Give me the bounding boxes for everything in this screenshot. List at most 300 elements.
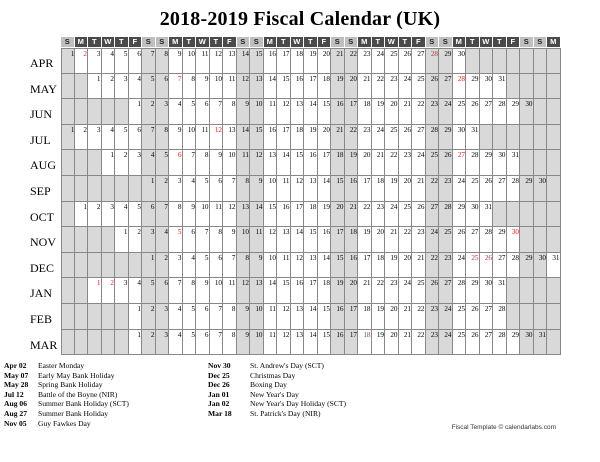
calendar-day: 6	[218, 253, 222, 262]
calendar-day: 21	[417, 177, 425, 185]
holiday-date: Aug 27	[4, 409, 27, 418]
calendar-day: 2	[123, 151, 128, 160]
holiday-name: Easter Monday	[38, 361, 85, 370]
calendar-day: 14	[295, 228, 303, 237]
calendar-day: 3	[96, 125, 101, 134]
holiday-date: Mar 18	[208, 409, 232, 418]
calendar-day: 26	[444, 151, 452, 160]
calendar-day: 20	[336, 202, 344, 211]
calendar-day: 23	[363, 125, 371, 134]
calendar-day: 16	[349, 253, 357, 262]
calendar-day: 9	[258, 177, 263, 185]
calendar-day: 24	[457, 177, 465, 185]
calendar-day: 16	[295, 279, 303, 288]
calendar-day: 29	[444, 125, 452, 134]
calendar-day: 28	[444, 202, 452, 211]
weekday-header-cell: T	[88, 37, 102, 47]
weekday-header-cell: F	[318, 37, 332, 47]
calendar-day: 14	[241, 50, 249, 58]
calendar-day: 10	[214, 74, 222, 83]
calendar-day: 6	[204, 330, 209, 339]
calendar-day: 17	[309, 74, 317, 83]
calendar-day: 26	[471, 330, 479, 339]
calendar-day: 15	[255, 125, 263, 134]
calendar-day: 19	[336, 74, 344, 83]
calendar-day: 3	[123, 279, 128, 288]
calendar-day: 27	[417, 125, 425, 134]
calendar-day: 23	[390, 74, 398, 83]
calendar-day: 15	[309, 228, 317, 237]
calendar-day: 8	[164, 125, 168, 134]
holiday-name: Guy Fawkes Day	[38, 418, 91, 428]
calendar-day: 11	[269, 100, 276, 109]
calendar-day: 11	[269, 330, 276, 339]
calendar-day: 5	[191, 100, 195, 109]
calendar-day: 7	[204, 228, 209, 237]
calendar-day: 27	[498, 253, 506, 262]
calendar-day: 1	[110, 151, 114, 160]
calendar-day: 7	[231, 253, 236, 262]
calendar-day: 25	[430, 151, 438, 160]
calendar-day: 21	[363, 279, 371, 288]
calendar-day: 8	[231, 330, 236, 339]
calendar-day: 20	[403, 253, 411, 262]
calendar-day: 30	[484, 74, 492, 83]
calendar-day: 9	[177, 50, 182, 58]
calendar-day: 30	[484, 279, 492, 288]
calendar-day: 22	[417, 305, 425, 313]
calendar-day: 8	[164, 50, 168, 58]
weekday-header-cell: M	[358, 37, 372, 47]
calendar-day: 9	[245, 305, 249, 313]
calendar-day: 24	[376, 125, 384, 134]
calendar-day: 4	[137, 74, 141, 83]
calendar-day: 18	[322, 279, 330, 288]
calendar-day: 10	[255, 305, 263, 313]
calendar-day: 6	[164, 74, 168, 83]
calendar-day: 11	[282, 177, 290, 185]
calendar-day: 18	[336, 151, 344, 160]
calendar-day: 27	[417, 50, 425, 58]
calendar-day: 11	[242, 151, 249, 160]
calendar-day: 4	[110, 50, 114, 58]
calendar-day: 7	[177, 279, 182, 288]
calendar-day: 4	[177, 330, 182, 339]
calendar-day: 19	[349, 151, 357, 160]
holiday-date: May 28	[4, 380, 29, 390]
calendar-day: 17	[295, 202, 303, 211]
weekday-header-cell: W	[102, 37, 116, 47]
calendar-day: 12	[268, 228, 276, 237]
calendar-day: 19	[309, 50, 317, 58]
calendar-day: 9	[258, 253, 263, 262]
calendar-day: 26	[484, 253, 492, 262]
calendar-day: 12	[228, 202, 236, 211]
calendar-day: 29	[525, 177, 533, 185]
calendar-day: 17	[309, 279, 317, 288]
calendar-day: 16	[349, 177, 357, 185]
calendar-day: 7	[150, 125, 155, 134]
calendar-day: 17	[282, 50, 290, 58]
weekday-header-cell: S	[237, 37, 251, 47]
calendar-day: 21	[336, 50, 344, 58]
calendar-day: 23	[390, 279, 398, 288]
calendar-day: 24	[457, 253, 465, 262]
calendar-day: 17	[336, 228, 344, 237]
calendar-day: 26	[471, 305, 479, 313]
calendar-day: 21	[349, 202, 357, 211]
weekday-header-cell: S	[331, 37, 345, 47]
holiday-name: New Year's Day Holiday (SCT)	[250, 399, 347, 409]
calendar-day: 12	[295, 177, 303, 185]
calendar-day: 13	[255, 74, 263, 83]
calendar-day: 4	[123, 202, 128, 211]
calendar-day: 21	[403, 330, 411, 339]
weekday-header-cell: S	[250, 37, 264, 47]
calendar-day: 22	[430, 177, 438, 185]
calendar-day: 5	[137, 202, 141, 211]
calendar-day: 10	[214, 279, 222, 288]
calendar-day: 9	[231, 228, 236, 237]
calendar-day: 30	[457, 50, 465, 58]
calendar-day: 31	[498, 74, 506, 83]
calendar-day: 20	[403, 177, 411, 185]
holiday-name: Summer Bank Holiday (SCT)	[38, 399, 129, 409]
calendar-day: 26	[471, 100, 479, 109]
weekday-header-cell: T	[115, 37, 129, 47]
calendar-day: 25	[390, 50, 398, 58]
calendar-day: 19	[363, 228, 371, 237]
calendar-day: 26	[417, 202, 425, 211]
calendar-day: 3	[123, 74, 128, 83]
holiday-name: Early May Bank Holiday	[38, 370, 115, 380]
calendar-day: 23	[403, 151, 411, 160]
calendar-day: 16	[336, 100, 344, 109]
calendar-day: 5	[191, 330, 195, 339]
calendar-day: 30	[471, 202, 479, 211]
calendar-day: 20	[363, 151, 371, 160]
calendar-day: 11	[201, 50, 209, 58]
holiday-name: St. Patrick's Day (NIR)	[250, 409, 321, 418]
calendar-day: 24	[417, 151, 425, 160]
calendar-day: 21	[390, 228, 398, 237]
calendar-day: 10	[268, 177, 276, 185]
weekday-header-cell: F	[412, 37, 426, 47]
calendar-day: 6	[191, 228, 195, 237]
calendar-day: 23	[444, 177, 452, 185]
calendar-day: 3	[164, 305, 168, 313]
calendar-day: 9	[177, 125, 182, 134]
calendar-day: 16	[336, 330, 344, 339]
weekday-header-cell: M	[169, 37, 183, 47]
calendar-day: 13	[241, 202, 249, 211]
calendar-day: 8	[191, 74, 195, 83]
calendar-day: 24	[430, 228, 438, 237]
calendar-day: 7	[231, 177, 236, 185]
weekday-header-cell: F	[507, 37, 521, 47]
calendar-day: 25	[417, 74, 425, 83]
calendar-day: 6	[137, 50, 141, 58]
calendar-day: 13	[309, 253, 317, 262]
holiday-name: St. Andrew's Day (SCT)	[250, 361, 324, 370]
calendar-day: 5	[164, 151, 168, 160]
weekday-header-cell: T	[277, 37, 291, 47]
holiday-name: New Year's Day	[250, 389, 299, 399]
calendar-day: 22	[376, 74, 384, 83]
calendar-day: 2	[83, 50, 87, 58]
calendar-day: 3	[164, 100, 168, 109]
calendar-day: 24	[403, 74, 411, 83]
calendar-day: 14	[268, 74, 276, 83]
calendar-day: 2	[150, 330, 155, 339]
calendar-day: 29	[471, 74, 479, 83]
month-label: MAY	[30, 81, 57, 96]
calendar-day: 26	[403, 125, 411, 134]
calendar-day: 11	[215, 202, 222, 211]
calendar-day: 13	[309, 177, 317, 185]
calendar-day: 25	[444, 228, 452, 237]
calendar-day: 26	[430, 74, 438, 83]
calendar-day: 4	[137, 279, 141, 288]
calendar-day: 6	[150, 202, 155, 211]
month-label: APR	[30, 56, 54, 70]
calendar-day: 16	[322, 228, 330, 237]
month-label: MAR	[30, 337, 58, 352]
calendar-day: 22	[390, 151, 398, 160]
calendar-day: 27	[471, 228, 479, 237]
calendar-day: 1	[137, 305, 141, 313]
calendar-day: 5	[150, 74, 155, 83]
calendar-day: 29	[471, 279, 479, 288]
month-label: JAN	[30, 286, 53, 301]
calendar-day: 24	[444, 100, 452, 109]
holiday-date: Aug 06	[4, 399, 27, 409]
month-label: FEB	[30, 312, 53, 326]
calendar-day: 31	[498, 279, 506, 288]
weekday-header-cell: W	[291, 37, 305, 47]
calendar-day: 9	[245, 330, 249, 339]
calendar-day: 17	[363, 177, 371, 185]
calendar-day: 16	[268, 50, 276, 58]
month-label: NOV	[30, 235, 56, 250]
calendar-day: 22	[349, 50, 357, 58]
calendar-day: 23	[430, 330, 438, 339]
calendar-day: 10	[268, 253, 276, 262]
calendar-day: 4	[110, 125, 114, 134]
calendar-day: 2	[96, 202, 101, 211]
calendar-day: 22	[430, 253, 438, 262]
weekday-header-cell: W	[196, 37, 210, 47]
calendar-day: 28	[511, 253, 519, 262]
holiday-date: Jan 02	[208, 399, 230, 409]
calendar-day: 27	[457, 151, 465, 160]
calendar-day: 5	[191, 305, 195, 313]
calendar-day: 19	[336, 279, 344, 288]
calendar-day: 23	[376, 202, 384, 211]
calendar-day: 1	[137, 330, 141, 339]
calendar-day: 2	[150, 305, 155, 313]
calendar-day: 8	[245, 253, 249, 262]
calendar-day: 13	[255, 279, 263, 288]
calendar-day: 22	[363, 202, 371, 211]
calendar-day: 11	[228, 279, 236, 288]
calendar-day: 21	[363, 74, 371, 83]
calendar-day: 12	[282, 305, 290, 313]
calendar-day: 18	[376, 177, 384, 185]
month-label: AUG	[30, 158, 56, 173]
calendar-day: 30	[511, 228, 519, 237]
calendar-day: 30	[538, 253, 546, 262]
weekday-header-cell: S	[156, 37, 170, 47]
calendar-day: 26	[484, 177, 492, 185]
weekday-header-cell: T	[372, 37, 386, 47]
weekday-header-cell: M	[547, 37, 561, 47]
calendar-day: 19	[322, 202, 330, 211]
calendar-day: 6	[177, 151, 182, 160]
calendar-day: 30	[498, 151, 506, 160]
calendar-day: 8	[231, 305, 236, 313]
calendar-day: 12	[214, 125, 222, 134]
calendar-day: 28	[498, 305, 506, 313]
calendar-day: 31	[511, 151, 519, 160]
weekday-header-cell: W	[385, 37, 399, 47]
holiday-date: Nov 30	[208, 361, 231, 370]
weekday-header-cell: F	[223, 37, 237, 47]
calendar-day: 18	[363, 330, 371, 339]
calendar-day: 18	[349, 228, 357, 237]
holiday-date: Dec 26	[208, 380, 230, 390]
calendar-day: 8	[204, 151, 209, 160]
calendar-day: 25	[471, 177, 479, 185]
calendar-day: 9	[218, 151, 222, 160]
calendar-day: 12	[241, 74, 249, 83]
calendar-day: 21	[417, 253, 425, 262]
calendar-day: 3	[137, 151, 141, 160]
holiday-name: Summer Bank Holiday	[38, 409, 109, 418]
calendar-day: 11	[228, 74, 236, 83]
calendar-day: 10	[255, 330, 263, 339]
calendar-day: 21	[376, 151, 384, 160]
calendar-day: 1	[123, 228, 128, 237]
calendar-day: 17	[282, 125, 290, 134]
calendar-day: 4	[177, 100, 182, 109]
holiday-date: Nov 05	[4, 418, 27, 428]
calendar-day: 14	[255, 202, 263, 211]
calendar-day: 17	[363, 253, 371, 262]
calendar-day: 15	[322, 100, 330, 109]
calendar-day: 27	[430, 202, 438, 211]
calendar-day: 24	[444, 305, 452, 313]
calendar-day: 26	[430, 279, 438, 288]
calendar-day: 24	[444, 330, 452, 339]
calendar-day: 9	[204, 279, 209, 288]
calendar-day: 28	[457, 279, 465, 288]
weekday-header-cell: T	[183, 37, 197, 47]
calendar-day: 3	[110, 202, 114, 211]
calendar-day: 2	[83, 125, 87, 134]
calendar-day: 19	[390, 253, 398, 262]
calendar-day: 29	[484, 151, 492, 160]
calendar-day: 30	[538, 177, 546, 185]
weekday-header-cell: T	[493, 37, 507, 47]
calendar-day: 16	[309, 151, 317, 160]
calendar-day: 28	[430, 50, 438, 58]
calendar-day: 28	[498, 100, 506, 109]
calendar-day: 28	[457, 74, 465, 83]
weekday-header-cell: S	[426, 37, 440, 47]
calendar-day: 24	[403, 279, 411, 288]
calendar-day: 27	[484, 330, 492, 339]
holiday-date: Apr 02	[4, 361, 27, 370]
calendar-day: 12	[295, 253, 303, 262]
calendar-day: 15	[282, 279, 290, 288]
weekday-header-cell: W	[480, 37, 494, 47]
calendar-day: 27	[484, 305, 492, 313]
calendar-day: 7	[218, 305, 222, 313]
calendar-day: 28	[498, 330, 506, 339]
calendar-day: 11	[282, 253, 290, 262]
calendar-day: 6	[204, 305, 209, 313]
calendar-day: 14	[309, 305, 317, 313]
weekday-header-cell: T	[399, 37, 413, 47]
calendar-day: 14	[322, 177, 330, 185]
calendar-day: 13	[295, 100, 303, 109]
calendar-day: 25	[417, 279, 425, 288]
calendar-day: 15	[336, 253, 344, 262]
calendar-day: 15	[268, 202, 276, 211]
holiday-name: Christmas Day	[250, 370, 296, 380]
calendar-day: 7	[218, 330, 222, 339]
calendar-day: 15	[336, 177, 344, 185]
calendar-day: 1	[150, 253, 155, 262]
calendar-day: 15	[282, 74, 290, 83]
calendar-day: 29	[498, 228, 506, 237]
calendar-day: 25	[457, 305, 465, 313]
calendar-day: 24	[376, 50, 384, 58]
calendar-day: 28	[511, 177, 519, 185]
calendar-day: 3	[177, 253, 182, 262]
calendar-day: 27	[444, 279, 452, 288]
calendar-day: 2	[164, 253, 168, 262]
calendar-day: 13	[268, 151, 276, 160]
month-label: DEC	[30, 260, 54, 275]
calendar-day: 20	[349, 74, 357, 83]
calendar-day: 7	[218, 100, 222, 109]
calendar-day: 12	[214, 50, 222, 58]
calendar-day: 20	[390, 330, 398, 339]
calendar-day: 15	[295, 151, 303, 160]
calendar-day: 7	[191, 151, 195, 160]
calendar-day: 23	[430, 100, 438, 109]
calendar-day: 16	[295, 74, 303, 83]
calendar-day: 28	[430, 125, 438, 134]
calendar-day: 31	[538, 330, 546, 339]
calendar-day: 18	[376, 253, 384, 262]
calendar-day: 29	[457, 202, 465, 211]
calendar-day: 9	[245, 100, 249, 109]
calendar-day: 19	[309, 125, 317, 134]
calendar-day: 9	[204, 74, 209, 83]
calendar-day: 13	[228, 50, 236, 58]
weekday-header-cell: S	[439, 37, 453, 47]
holiday-date: Dec 25	[208, 370, 230, 380]
calendar-day: 3	[177, 177, 182, 185]
calendar-day: 30	[525, 100, 533, 109]
calendar-day: 5	[204, 177, 209, 185]
footer-credit: Fiscal Template © calendarlabs.com	[451, 424, 556, 431]
calendar-day: 14	[309, 100, 317, 109]
calendar-day: 4	[177, 305, 182, 313]
